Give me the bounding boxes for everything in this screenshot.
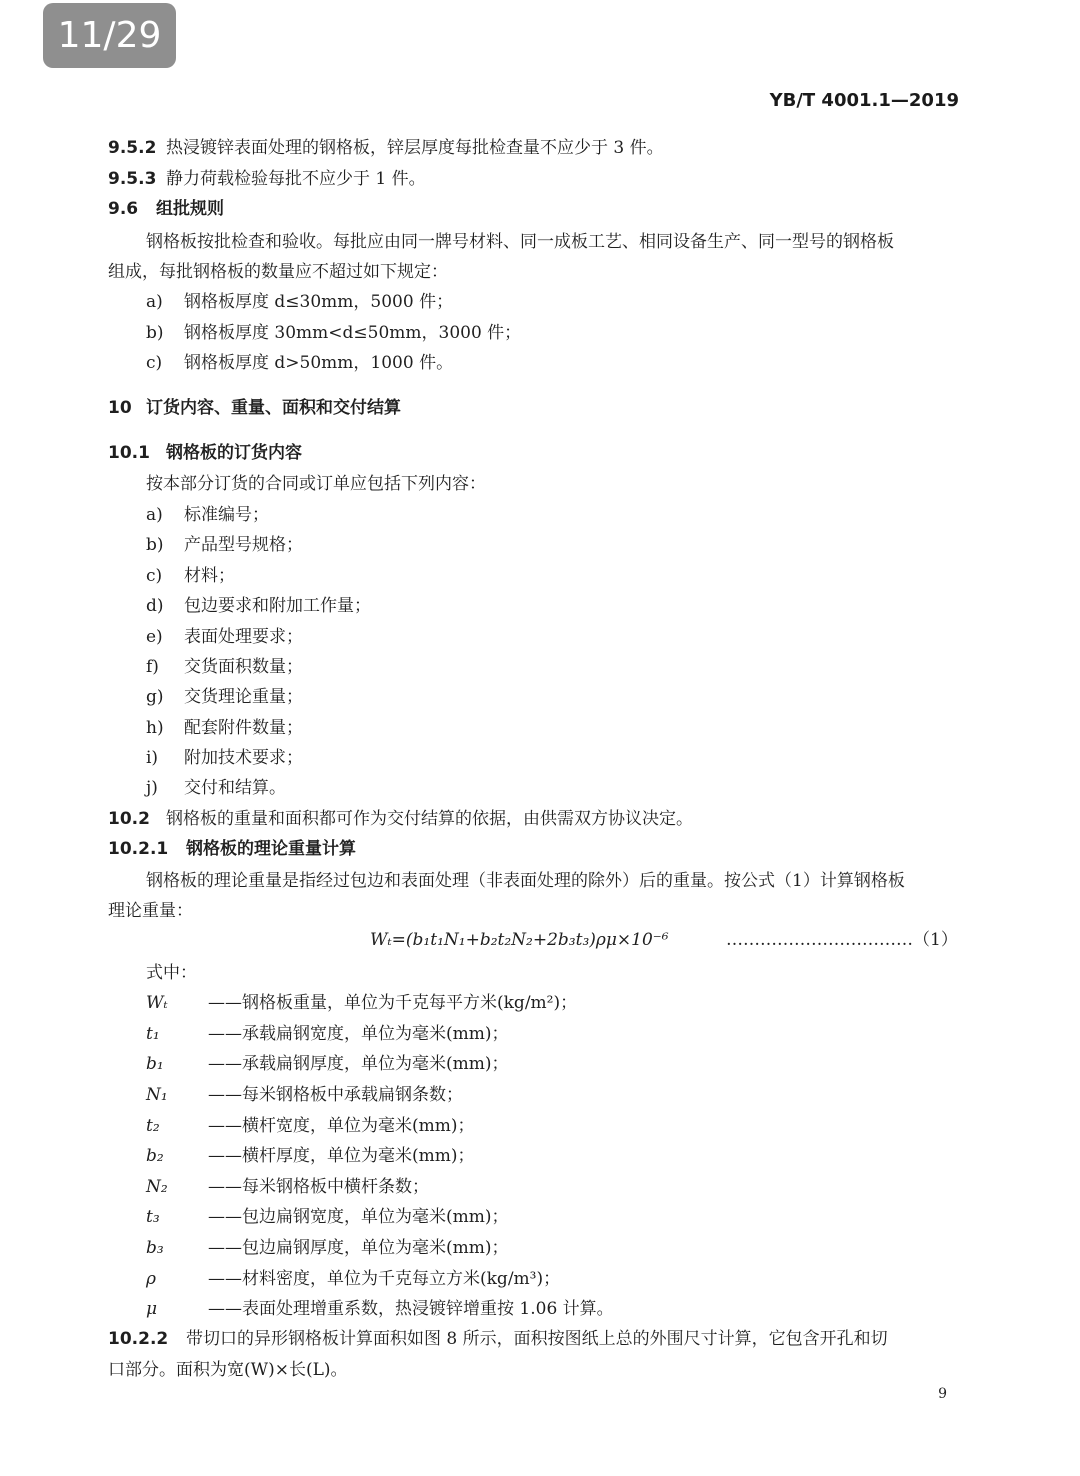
list-marker: b) [146, 535, 164, 555]
list-item-text: 包边要求和附加工作量； [184, 596, 371, 616]
chapter-number: 10 [108, 398, 132, 418]
clause-text: 热浸镀锌表面处理的钢格板，锌层厚度每批检查量不应少于 3 件。 [166, 138, 664, 158]
variable-symbol: b₃ [146, 1238, 164, 1258]
list-marker: f) [146, 657, 159, 677]
page-number: 9 [938, 1386, 947, 1402]
clause-title: 钢格板的理论重量计算 [186, 839, 356, 859]
formula-number: ……………………………（1） [726, 930, 958, 950]
variable-symbol: b₂ [146, 1146, 164, 1166]
clause-text: 带切口的异形钢格板计算面积如图 8 所示，面积按图纸上总的外围尺寸计算，它包含开孔和切 [186, 1329, 888, 1349]
clause-10-2-2 [108, 1328, 888, 1350]
variable-description: ——包边扁钢宽度，单位为毫米(mm)； [208, 1207, 509, 1227]
weight-formula: Wₜ=(b₁t₁N₁+b₂t₂N₂+2b₃t₃)ρμ×10⁻⁶ [370, 930, 669, 950]
list-item-text: 交货面积数量； [184, 657, 303, 677]
list-item [146, 777, 286, 799]
list-item-text: 交货理论重量； [184, 687, 303, 707]
clause-9-5-3 [108, 168, 426, 190]
list-item [146, 534, 303, 556]
list-marker: c) [146, 566, 163, 586]
paragraph-line: 理论重量： [108, 901, 193, 921]
list-item [146, 322, 521, 344]
list-marker: a) [146, 505, 163, 525]
paragraph-line: 组成，每批钢格板的数量应不超过如下规定： [108, 262, 448, 282]
variable-definition [146, 1084, 463, 1106]
chapter-10-heading [108, 397, 401, 419]
list-item [146, 686, 303, 708]
variable-definition [146, 1145, 475, 1167]
list-item-text: 钢格板厚度 d>50mm，1000 件。 [184, 353, 454, 373]
clause-number: 9.5.2 [108, 138, 157, 158]
clause-number: 10.2.2 [108, 1329, 169, 1349]
chapter-title: 订货内容、重量、面积和交付结算 [146, 398, 401, 418]
variable-description: ——每米钢格板中承载扁钢条数； [208, 1085, 463, 1105]
clause-number: 10.1 [108, 443, 150, 463]
clause-10-2-1-heading [108, 838, 356, 860]
list-item-text: 钢格板厚度 30mm<d≤50mm，3000 件； [184, 323, 522, 343]
variable-symbol: t₃ [146, 1207, 160, 1227]
variable-definition [146, 992, 577, 1014]
clause-9-6-heading [108, 198, 224, 220]
clause-number: 9.5.3 [108, 169, 157, 189]
list-marker: i) [146, 748, 159, 768]
list-marker: j) [146, 778, 158, 798]
list-item-text: 交付和结算。 [184, 778, 286, 798]
clause-title: 钢格板的订货内容 [166, 443, 302, 463]
list-item [146, 717, 303, 739]
paragraph-line: 口部分。面积为宽(W)×长(L)。 [108, 1360, 348, 1380]
variable-symbol: ρ [146, 1269, 156, 1289]
variable-description: ——横杆宽度，单位为毫米(mm)； [208, 1116, 475, 1136]
variable-symbol: μ [146, 1299, 158, 1319]
standard-code: YB/T 4001.1—2019 [769, 90, 959, 111]
list-item [146, 565, 235, 587]
list-marker: c) [146, 353, 163, 373]
clause-10-2 [108, 808, 693, 830]
list-item [146, 626, 303, 648]
list-item-text: 标准编号； [184, 505, 269, 525]
list-marker: h) [146, 718, 164, 738]
variable-symbol: t₂ [146, 1116, 160, 1136]
list-item [146, 291, 453, 313]
paragraph-line: 按本部分订货的合同或订单应包括下列内容： [146, 474, 486, 494]
variable-definition [146, 1115, 475, 1137]
variable-description: ——承载扁钢厚度，单位为毫米(mm)； [208, 1054, 509, 1074]
list-item-text: 附加技术要求； [184, 748, 303, 768]
variable-description: ——承载扁钢宽度，单位为毫米(mm)； [208, 1024, 509, 1044]
list-item-text: 配套附件数量； [184, 718, 303, 738]
page-counter-badge: 11/29 [43, 3, 176, 68]
variable-symbol: t₁ [146, 1024, 160, 1044]
list-item-text: 材料； [184, 566, 235, 586]
variable-symbol: b₁ [146, 1054, 164, 1074]
variable-symbol: Wₜ [146, 993, 168, 1013]
list-item-text: 钢格板厚度 d≤30mm，5000 件； [184, 292, 454, 312]
list-item-text: 表面处理要求； [184, 627, 303, 647]
list-item [146, 595, 371, 617]
list-item [146, 504, 269, 526]
clause-number: 10.2.1 [108, 839, 169, 859]
variable-description: ——钢格板重量，单位为千克每平方米(kg/m²)； [208, 993, 578, 1013]
clause-9-5-2 [108, 137, 664, 159]
list-marker: g) [146, 687, 164, 707]
clause-number: 10.2 [108, 809, 150, 829]
clause-number: 9.6 [108, 199, 139, 219]
clause-title: 组批规则 [156, 199, 224, 219]
where-label: 式中： [146, 963, 197, 983]
variable-symbol: N₁ [146, 1085, 168, 1105]
list-marker: a) [146, 292, 163, 312]
clause-text: 静力荷载检验每批不应少于 1 件。 [166, 169, 426, 189]
variable-description: ——表面处理增重系数，热浸镀锌增重按 1.06 计算。 [208, 1299, 614, 1319]
variable-definition [146, 1176, 429, 1198]
list-marker: e) [146, 627, 163, 647]
clause-10-1-heading [108, 442, 302, 464]
paragraph-line: 钢格板按批检查和验收。每批应由同一牌号材料、同一成板工艺、相同设备生产、同一型号的钢格板 [146, 232, 894, 252]
variable-description: ——横杆厚度，单位为毫米(mm)； [208, 1146, 475, 1166]
variable-definition [146, 1023, 509, 1045]
variable-description: ——包边扁钢厚度，单位为毫米(mm)； [208, 1238, 509, 1258]
variable-definition [146, 1237, 509, 1259]
variable-description: ——每米钢格板中横杆条数； [208, 1177, 429, 1197]
list-item-text: 产品型号规格； [184, 535, 303, 555]
variable-definition [146, 1268, 560, 1290]
list-item [146, 747, 303, 769]
paragraph-line: 钢格板的理论重量是指经过包边和表面处理（非表面处理的除外）后的重量。按公式（1）计算钢格板 [146, 871, 905, 891]
list-item [146, 656, 303, 678]
list-item [146, 352, 453, 374]
list-marker: b) [146, 323, 164, 343]
variable-definition [146, 1298, 614, 1320]
variable-definition [146, 1053, 509, 1075]
variable-symbol: N₂ [146, 1177, 168, 1197]
list-marker: d) [146, 596, 164, 616]
variable-description: ——材料密度，单位为千克每立方米(kg/m³)； [208, 1269, 561, 1289]
clause-text: 钢格板的重量和面积都可作为交付结算的依据，由供需双方协议决定。 [166, 809, 693, 829]
variable-definition [146, 1206, 509, 1228]
